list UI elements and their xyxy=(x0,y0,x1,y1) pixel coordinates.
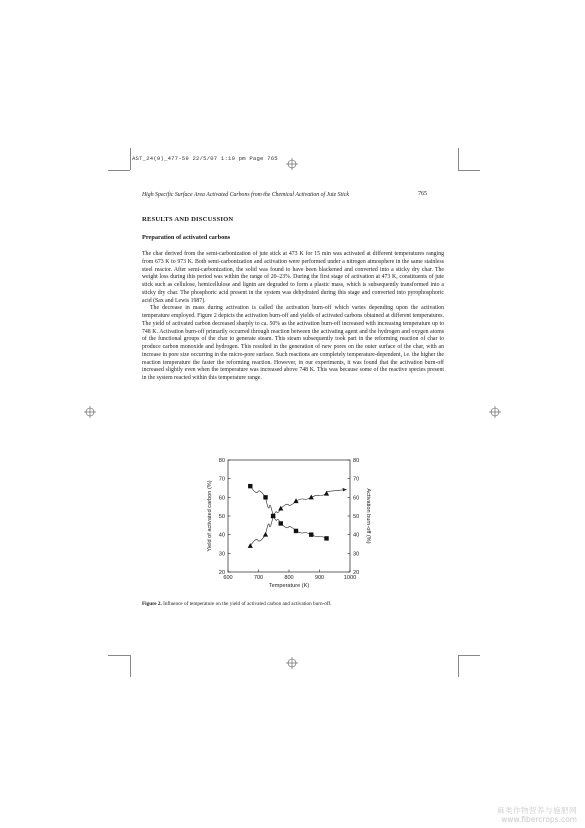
print-slug: AST_24(9)_477-59 22/5/07 1:19 pm Page 765 xyxy=(132,155,278,162)
y-tick-label-left: 20 xyxy=(218,570,225,576)
watermark-url: www.fibercrops.com xyxy=(501,815,577,824)
yield-point xyxy=(279,521,283,525)
page-number: 765 xyxy=(418,191,427,197)
figure-caption xyxy=(142,601,444,607)
burnoff-curve xyxy=(250,494,326,546)
burnoff-point xyxy=(263,532,268,537)
registration-mark-icon xyxy=(84,406,96,418)
plot-frame xyxy=(228,460,350,572)
running-head: High Specific Surface Area Activated Carbons from the Chemical Activation of Jute Stick xyxy=(142,192,349,198)
registration-mark-icon xyxy=(489,406,501,418)
burnoff-point xyxy=(293,498,298,503)
crop-mark xyxy=(130,148,131,170)
yield-curve xyxy=(250,486,326,538)
registration-mark-icon xyxy=(286,158,298,170)
y-tick-label-right: 60 xyxy=(353,495,360,502)
y-tick-label-left: 50 xyxy=(218,514,225,520)
figure-chart xyxy=(195,452,385,602)
crop-mark xyxy=(458,170,480,171)
y-tick-label-right: 40 xyxy=(353,532,360,539)
y-axis-label-left: Yield of activated carbon (%) xyxy=(207,480,213,552)
body-text xyxy=(142,251,444,383)
paragraph: The char derived from the semi-carbonization of jute stick at 473 K for 15 min was activated at different temperatures ranging from 673 K to 973 K. Both semi-carbonization and activation were performed under a nitrogen atmosphere in the same stainless steel reactor. After semi-carbonization, the solid was found to have been blackened and converted into a sticky dry char. The weight loss during this period was within the range of 20–23%. During the first stage of activation at 473 K, constituents of jute stick such as cellulose, hemicellulose and lignin are degraded to form a plastic mass, which is subsequently transformed into a sticky dry char. The phosphoric acid present in the system was dehydrated during this stage and converted into pyrophosphoric acid (Sax and Lewis 1987). xyxy=(142,251,444,304)
x-tick-label: 600 xyxy=(223,575,233,581)
crop-mark xyxy=(130,655,131,677)
burnoff-point xyxy=(309,495,314,500)
figure-caption-text: Influence of temperature on the yield of activated carbon and activation burn-off. xyxy=(163,601,332,607)
arrow-head-icon xyxy=(343,488,347,492)
x-tick-label: 900 xyxy=(314,575,325,581)
crop-mark xyxy=(458,148,459,170)
x-tick-label: 1000 xyxy=(343,575,357,581)
x-axis-label: Temperature (K) xyxy=(268,583,310,589)
section-title: RESULTS AND DISCUSSION xyxy=(142,216,234,223)
registration-mark-icon xyxy=(286,657,298,669)
yield-point xyxy=(294,529,298,533)
watermark-chinese: 麻类作物营养与施肥网 xyxy=(497,806,577,815)
y-tick-label-right: 30 xyxy=(353,551,360,558)
paragraph: The decrease in mass during activation is called the activation burn-off which varies depending upon the activation temperature employed. Figure 2 depicts the activation burn-off and yields of activated carbons obtained at different temperatures. The yield of activated carbon decreased sharply to ca. 50% as the activation burn-off increased with increasing temperature up to 748 K. Activation burn-off primarily occurred through reaction between the activating agent and the hydrogen and oxygen atoms of the functional groups of the char to generate steam. This steam subsequently took part in the reforming reaction of char to produce carbon monoxide and hydrogen. This resulted in the generation of new pores on the outer surface of the char, with an increase in pore size occurring in the micro-pore surface. Such reactions are completely temperature-dependent, i.e. the higher the reaction temperature the faster the reforming reaction. However, in our experiments, it was found that the activation burn-off increased slightly even when the temperature was increased above 748 K. This was because some of the reactive species present in the system reacted within this temperature range. xyxy=(142,305,444,381)
watermark xyxy=(497,806,577,824)
y-tick-label-left: 70 xyxy=(218,476,225,483)
x-tick-label: 800 xyxy=(284,575,294,581)
yield-point xyxy=(309,532,313,536)
figure-label: Figure 2. xyxy=(142,601,162,607)
y-tick-label-right: 20 xyxy=(353,570,360,576)
y-tick-label-left: 60 xyxy=(218,495,225,502)
y-axis-label-right: Activation burn-off (%) xyxy=(365,488,371,544)
crop-mark xyxy=(458,655,459,677)
crop-mark xyxy=(458,655,480,656)
y-tick-label-left: 40 xyxy=(218,532,225,539)
y-tick-label-left: 30 xyxy=(218,551,225,558)
yield-point xyxy=(263,495,267,499)
crop-mark xyxy=(108,170,130,171)
yield-point xyxy=(248,484,252,488)
y-tick-label-right: 70 xyxy=(353,476,360,483)
crop-mark xyxy=(108,655,130,656)
y-tick-label-right: 50 xyxy=(353,514,360,520)
chart-svg xyxy=(195,452,385,602)
x-tick-label: 700 xyxy=(253,575,264,581)
y-tick-label-left: 80 xyxy=(218,458,225,464)
subsection-title: Preparation of activated carbons xyxy=(142,234,231,241)
yield-point xyxy=(324,536,328,540)
y-tick-label-right: 80 xyxy=(353,458,360,464)
